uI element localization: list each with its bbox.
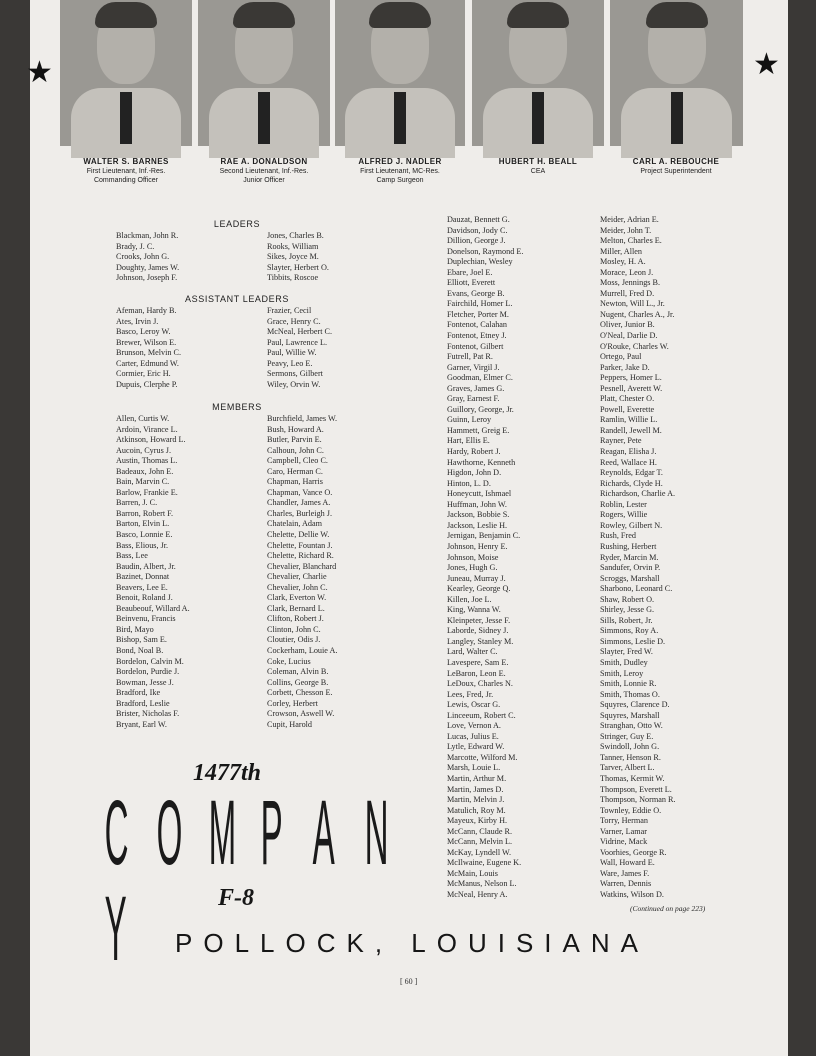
roster-name: Sandufer, Orvin P. [600, 563, 661, 573]
roster-name: Cockerham, Louie A. [267, 646, 338, 656]
roster-name: Dillion, George J. [447, 236, 506, 246]
portrait-photo-barnes [60, 0, 192, 146]
roster-name: Hammett, Greig E. [447, 425, 510, 435]
roster-name: Squyres, Clarence D. [600, 700, 670, 710]
roster-name: Chevalier, Charlie [267, 572, 327, 582]
roster-name: Lewis, Oscar G. [447, 700, 501, 710]
roster-name: Higdon, John D. [447, 468, 502, 478]
roster-name: Donelson, Raymond E. [447, 246, 524, 256]
roster-name: Ware, James F. [600, 868, 650, 878]
roster-name: Oliver, Junior B. [600, 320, 655, 330]
roster-name: Jackson, Bobbie S. [447, 510, 510, 520]
roster-name: Atkinson, Howard L. [116, 435, 186, 445]
roster-name: Cloutier, Odis J. [267, 635, 321, 645]
officer-rank: Project Superintendent [640, 168, 712, 175]
roster-name: Evans, George B. [447, 288, 505, 298]
roster-name: Dupuis, Clerphe P. [116, 379, 178, 389]
roster-name: Peavy, Leo E. [267, 358, 313, 368]
portrait-photo-beall [472, 0, 604, 146]
roster-name: Peppers, Homer L. [600, 373, 662, 383]
roster-name: Mayeux, Kirby H. [447, 816, 508, 826]
roster-name: Collins, George B. [267, 677, 329, 687]
roster-name: Coleman, Alvin B. [267, 667, 329, 677]
roster-name: Stranghan, Otto W. [600, 721, 663, 731]
officer-caption [468, 157, 608, 176]
roster-name: Fletcher, Porter M. [447, 309, 509, 319]
roster-name: Johnson, Joseph F. [116, 273, 178, 283]
roster-name: Torry, Herman [600, 816, 648, 826]
officer-caption [194, 157, 334, 185]
roster-name: Rush, Fred [600, 531, 636, 541]
roster-name: Mosley, H. A. [600, 257, 646, 267]
roster-name: Rogers, Willie [600, 510, 648, 520]
roster-name: O'Neal, Darlie D. [600, 331, 658, 341]
roster-name: Tanner, Henson R. [600, 752, 661, 762]
roster-name: Bazinet, Donnat [116, 572, 170, 582]
yearbook-page [26, 0, 788, 1056]
roster-name: Bryant, Earl W. [116, 719, 167, 729]
roster-name: Kearley, George Q. [447, 584, 511, 594]
roster-name: Richards, Clyde H. [600, 478, 663, 488]
roster-name: Rooks, William [267, 241, 319, 251]
roster-name: Fontenot, Gilbert [447, 341, 504, 351]
company-letter: P [260, 782, 283, 884]
roster-name: Clinton, John C. [267, 624, 321, 634]
roster-name: Cupit, Harold [267, 719, 313, 729]
roster-name: Baudin, Albert, Jr. [116, 561, 176, 571]
roster-name: Marcotte, Wilford M. [447, 752, 518, 762]
roster-name: Rushing, Herbert [600, 541, 657, 551]
roster-name: Cormier, Eric H. [116, 369, 171, 379]
roster-name: Swindoll, John G. [600, 742, 660, 752]
portrait-photo-rebouche [610, 0, 743, 146]
roster-name: Bond, Noal B. [116, 646, 164, 656]
roster-name: Randell, Jewell M. [600, 425, 662, 435]
roster-name: Hardy, Robert J. [447, 447, 501, 457]
roster-name: Sharbono, Leonard C. [600, 584, 673, 594]
roster-name: Lavespere, Sam E. [447, 657, 509, 667]
roster-name: Stringer, Guy E. [600, 731, 654, 741]
roster-name: Newton, Will L., Jr. [600, 299, 665, 309]
officer-caption [330, 157, 470, 185]
roster-name: Reed, Wallace H. [600, 457, 657, 467]
roster-name: Bradford, Leslie [116, 698, 170, 708]
roster-name: Reagan, Elisha J. [600, 447, 657, 457]
roster-name: Goodman, Elmer C. [447, 373, 513, 383]
roster-name: Martin, James D. [447, 784, 504, 794]
assistant-leaders-column-2 [267, 306, 332, 390]
roster-name: Smith, Thomas O. [600, 689, 660, 699]
company-letter: M [208, 782, 237, 884]
roster-name: Watkins, Wilson D. [600, 890, 664, 899]
roster-name: Bass, Elious, Jr. [116, 540, 169, 550]
roster-name: Thompson, Everett L. [600, 784, 672, 794]
roster-name: Brewer, Wilson E. [116, 337, 177, 347]
roster-name: O'Rouke, Charles W. [600, 341, 669, 351]
roster-name: Vidrine, Mack [600, 837, 648, 847]
roster-name: Chapman, Vance O. [267, 487, 333, 497]
company-location: POLLOCK, LOUISIANA [175, 928, 649, 958]
roster-name: McMain, Louis [447, 868, 498, 878]
roster-name: Barren, J. C. [116, 498, 158, 508]
roster-name: Ates, Irvin J. [116, 316, 159, 326]
roster-name: Hart, Ellis E. [447, 436, 490, 446]
roster-name: McNeal, Herbert C. [267, 327, 333, 337]
roster-name: Brady, J. C. [116, 241, 155, 251]
roster-name: Jones, Charles B. [267, 231, 324, 240]
star-right-icon: ★ [753, 47, 780, 82]
roster-name: Calhoun, John C. [267, 445, 324, 455]
roster-name: Chapman, Harris [267, 477, 323, 487]
roster-name: Shaw, Robert O. [600, 594, 655, 604]
roster-name: Bradford, Ike [116, 688, 161, 698]
roster-name: Gray, Earnest F. [447, 394, 500, 404]
roster-name: Beinvenu, Francis [116, 614, 176, 624]
roster-name: Crooks, John G. [116, 252, 170, 262]
roster-name: Lard, Walter C. [447, 647, 498, 657]
roster-name: Richardson, Charlie A. [600, 489, 676, 499]
continued-note: (Continued on page 223) [630, 904, 706, 913]
roster-name: McIlwaine, Eugene K. [447, 858, 522, 868]
roster-name: Bass, Lee [116, 551, 148, 561]
roster-name: Huffman, John W. [447, 499, 507, 509]
roster-name: Laborde, Sidney J. [447, 626, 509, 636]
roster-name: King, Wanna W. [447, 605, 501, 615]
roster-name: Slayter, Fred W. [600, 647, 653, 657]
roster-name: Wall, Howard E. [600, 858, 655, 868]
company-letter: O [156, 782, 183, 884]
roster-name: Varner, Lamar [600, 826, 647, 836]
roster-name: Badeaux, John E. [116, 466, 174, 476]
roster-name: Corbett, Chesson E. [267, 688, 333, 698]
roster-name: McManus, Nelson L. [447, 879, 517, 889]
roster-name: Sermons, Gilbert [267, 369, 323, 379]
roster-name: Fontenot, Calahan [447, 320, 508, 330]
roster-name: Parker, Jake D. [600, 362, 650, 372]
roster-name: Lucas, Julius E. [447, 731, 499, 741]
roster-name: Duplechian, Wesley [447, 257, 513, 267]
officer-name: RAE A. DONALDSON [220, 157, 308, 166]
roster-name: Allen, Curtis W. [116, 414, 170, 423]
roster-name: Chatelain, Adam [267, 519, 323, 529]
roster-name: Voorhies, George R. [600, 847, 667, 857]
portrait-photo-donaldson [198, 0, 330, 146]
roster-name: Thomas, Kermit W. [600, 773, 665, 783]
roster-name: Basco, Leroy W. [116, 327, 171, 337]
roster-name: Brister, Nicholas F. [116, 709, 180, 719]
company-code: F-8 [218, 885, 254, 911]
roster-name: Matulich, Roy M. [447, 805, 506, 815]
roster-name: Warren, Dennis [600, 879, 652, 889]
roster-name: Garner, Virgil J. [447, 362, 500, 372]
roster-name: Martin, Arthur M. [447, 773, 507, 783]
roster-name: Thompson, Norman R. [600, 795, 676, 805]
roster-name: LeDoux, Charles N. [447, 679, 513, 689]
roster-name: Bishop, Sam E. [116, 635, 167, 645]
officer-caption [606, 157, 746, 176]
roster-name: Simmons, Leslie D. [600, 636, 666, 646]
roster-name: Fontenot, Etney J. [447, 331, 507, 341]
roster-name: Bowman, Jesse J. [116, 677, 174, 687]
roster-name: McNeal, Henry A. [447, 890, 508, 899]
officer-name: HUBERT H. BEALL [498, 157, 578, 166]
roster-name: Miller, Allen [600, 246, 642, 256]
roster-name: Corley, Herbert [267, 698, 318, 708]
roster-name: Aucoin, Cyrus J. [116, 445, 172, 455]
roster-name: Charles, Burleigh J. [267, 508, 333, 518]
roster-name: Grace, Henry C. [267, 316, 321, 326]
roster-name: Townley, Eddie O. [600, 805, 662, 815]
roster-name: Basco, Lonnie E. [116, 530, 173, 540]
company-letter: N [364, 782, 389, 884]
roster-name: Chandler, James A. [267, 498, 331, 508]
officer-name: WALTER S. BARNES [83, 157, 169, 166]
roster-name: Ebare, Joel E. [447, 267, 493, 277]
roster-name: Benoit, Roland J. [116, 593, 173, 603]
officer-role: Camp Surgeon [376, 177, 424, 184]
roster-name: Melton, Charles E. [600, 236, 662, 246]
roster-name: Frazier, Cecil [267, 306, 312, 315]
roster-name: Tibbits, Roscoe [267, 273, 319, 283]
members-column-2 [267, 414, 338, 730]
roster-name: Honeycutt, Ishmael [447, 489, 512, 499]
roster-name: Chelette, Dellie W. [267, 530, 330, 540]
roster-name: Pesnell, Averett W. [600, 383, 663, 393]
roster-name: Butler, Parvin E. [267, 435, 322, 445]
roster-name: Hinton, L. D. [447, 478, 491, 488]
leaders-column-1 [116, 231, 179, 284]
roster-name: Linceeum, Robert C. [447, 710, 516, 720]
roster-name: Clifton, Robert J. [267, 614, 324, 624]
roster-name: Chelette, Fountan J. [267, 540, 333, 550]
members-column-1 [116, 414, 190, 730]
roster-name: Rayner, Pete [600, 436, 642, 446]
members-heading: MEMBERS [212, 402, 262, 412]
roster-name: Blackman, John R. [116, 231, 179, 240]
roster-name: Davidson, Jody C. [447, 225, 508, 235]
roster-name: Marsh, Louie L. [447, 763, 501, 773]
roster-name: Johnson, Moise [447, 552, 499, 562]
roster-name: Clark, Everton W. [267, 593, 327, 603]
roster-name: Killen, Joe L. [447, 594, 492, 604]
roster-name: Langley, Stanley M. [447, 636, 514, 646]
roster-name: Ryder, Marcin M. [600, 552, 659, 562]
roster-name: Austin, Thomas L. [116, 456, 178, 466]
assistant-leaders-heading: ASSISTANT LEADERS [185, 294, 289, 304]
roster-name: Simmons, Roy A. [600, 626, 659, 636]
page-number: [ 60 ] [400, 977, 418, 986]
roster-name: Powell, Everette [600, 404, 655, 414]
roster-name: Smith, Dudley [600, 657, 648, 667]
roster-name: Martin, Melvin J. [447, 795, 505, 805]
roster-name: Shirley, Jesse G. [600, 605, 655, 615]
roster-name: Fairchild, Homer L. [447, 299, 513, 309]
roster-name: Futrell, Pat R. [447, 352, 493, 362]
roster-name: Johnson, Henry E. [447, 541, 508, 551]
roster-name: Coke, Lucius [267, 656, 311, 666]
roster-name: Chevalier, Blanchard [267, 561, 337, 571]
roster-name: Nugent, Charles A., Jr. [600, 309, 675, 319]
roster-name: Slayter, Herbert O. [267, 262, 329, 272]
roster-name: Dauzat, Bennett G. [447, 215, 510, 224]
roster-name: Burchfield, James W. [267, 414, 338, 423]
officer-caption [56, 157, 196, 185]
members-column-4 [600, 215, 676, 901]
roster-name: Bordelon, Purdie J. [116, 667, 180, 677]
roster-name: Scroggs, Marshall [600, 573, 660, 583]
roster-name: McCann, Claude R. [447, 826, 513, 836]
roster-name: Bird, Mayo [116, 624, 154, 634]
roster-name: LeBaron, Leon E. [447, 668, 506, 678]
officer-role: Commanding Officer [93, 177, 159, 184]
members-column-3 [447, 215, 523, 901]
company-number: 1477th [193, 760, 262, 786]
roster-name: Lees, Fred, Jr. [447, 689, 494, 699]
roster-name: Crowson, Aswell W. [267, 709, 335, 719]
roster-name: Chevalier, John C. [267, 582, 328, 592]
roster-name: Morace, Leon J. [600, 267, 654, 277]
company-letter: Y [104, 878, 127, 980]
roster-name: Clark, Bernard L. [267, 603, 325, 613]
roster-name: Barlow, Frankie E. [116, 487, 178, 497]
roster-name: Reynolds, Edgar T. [600, 468, 663, 478]
roster-name: Rowley, Gilbert N. [600, 520, 663, 530]
roster-name: Platt, Chester O. [600, 394, 655, 404]
roster-name: Paul, Lawrence L. [267, 337, 328, 347]
roster-name: Chelette, Richard R. [267, 551, 334, 561]
roster-name: Tarver, Albert L. [600, 763, 655, 773]
officer-role: Junior Officer [243, 177, 285, 184]
roster-name: Doughty, James W. [116, 262, 180, 272]
roster-name: Ortego, Paul [600, 352, 642, 362]
assistant-leaders-column-1 [116, 306, 181, 390]
roster-name: Beavers, Lee E. [116, 582, 168, 592]
roster-name: Afeman, Hardy B. [116, 306, 177, 315]
roster-name: Carter, Edmund W. [116, 358, 179, 368]
roster-name: Caro, Herman C. [267, 466, 323, 476]
roster-name: Beaubeouf, Willard A. [116, 603, 190, 613]
roster-name: Hawthorne, Kenneth [447, 457, 516, 467]
roster-name: Guillory, George, Jr. [447, 404, 514, 414]
roster-name: Moss, Jennings B. [600, 278, 661, 288]
roster-name: Smith, Lonnie R. [600, 679, 657, 689]
roster-name: Brunson, Melvin C. [116, 348, 182, 358]
roster-name: McCann, Melvin L. [447, 837, 513, 847]
roster-name: Guinn, Leroy [447, 415, 492, 425]
roster-name: Sills, Robert, Jr. [600, 615, 653, 625]
roster-name: Ardoin, Virance L. [116, 424, 178, 434]
roster-name: Meider, Adrian E. [600, 215, 659, 224]
roster-name: Roblin, Lester [600, 499, 647, 509]
officer-rank: CEA [530, 168, 546, 175]
roster-name: Barton, Elvin L. [116, 519, 170, 529]
officer-name: ALFRED J. NADLER [358, 157, 442, 166]
roster-name: Love, Vernon A. [447, 721, 501, 731]
roster-name: Sikes, Joyce M. [267, 252, 319, 262]
roster-name: Bush, Howard A. [267, 424, 324, 434]
roster-name: Graves, James G. [447, 383, 505, 393]
officer-rank: First Lieutenant, MC-Res. [360, 168, 440, 175]
roster-name: Bain, Marvin C. [116, 477, 170, 487]
roster-name: Paul, Willie W. [267, 348, 317, 358]
roster-name: Ramlin, Willie L. [600, 415, 658, 425]
roster-name: Juneau, Murray J. [447, 573, 506, 583]
roster-name: Kleinpeter, Jesse F. [447, 615, 511, 625]
company-letter: A [312, 782, 335, 884]
roster-name: Campbell, Cleo C. [267, 456, 328, 466]
portrait-photo-nadler [335, 0, 465, 146]
company-letter: C [104, 782, 129, 884]
officer-rank: Second Lieutenant, Inf.-Res. [219, 168, 309, 175]
roster-name: Barron, Robert F. [116, 508, 174, 518]
star-left-icon: ★ [26, 55, 53, 90]
roster-name: Squyres, Marshall [600, 710, 660, 720]
officer-name: CARL A. REBOUCHE [632, 157, 720, 166]
leaders-column-2 [267, 231, 329, 284]
roster-name: McKay, Lyndell W. [447, 847, 512, 857]
leaders-heading: LEADERS [213, 219, 261, 229]
roster-name: Lytle, Edward W. [447, 742, 505, 752]
officer-rank: First Lieutenant, Inf.-Res. [86, 168, 166, 175]
roster-name: Bordelon, Calvin M. [116, 656, 184, 666]
roster-name: Jones, Hugh G. [447, 563, 498, 573]
roster-name: Jernigan, Benjamin C. [447, 531, 521, 541]
roster-name: Murrell, Fred D. [600, 288, 655, 298]
roster-name: Jackson, Leslie H. [447, 520, 508, 530]
roster-name: Elliott, Everett [447, 278, 496, 288]
roster-name: Meider, John T. [600, 225, 652, 235]
roster-name: Smith, Leroy [600, 668, 644, 678]
roster-name: Wiley, Orvin W. [267, 379, 321, 389]
